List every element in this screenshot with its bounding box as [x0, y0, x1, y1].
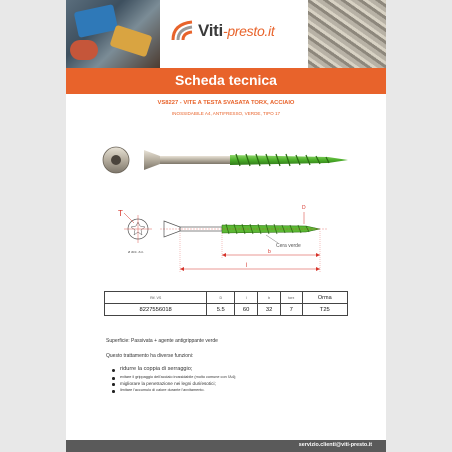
cell-ref: 8227556018 — [105, 304, 207, 316]
label-l: l — [246, 263, 248, 269]
header — [66, 0, 386, 88]
label-cera-verde: Cera verde — [276, 243, 301, 249]
logo-accent: -presto.it — [222, 23, 275, 39]
col-d: D — [207, 292, 235, 304]
label-d: D — [302, 205, 306, 211]
product-title: VS8227 - VITE A TESTA SVASATA TORX, ACCIAIO — [157, 100, 295, 106]
intro-text: Questo trattamento ha diverse funzioni: — [106, 353, 194, 359]
cell-d: 5.5 — [207, 304, 235, 316]
logo[interactable] — [160, 0, 308, 68]
banner-title: Scheda tecnica — [175, 72, 277, 88]
col-orma: Orma — [302, 292, 347, 304]
cell-l: 60 — [235, 304, 258, 316]
list-item: evitare il grippaggio dell'acciaio inossidabile (molto comune con l'A4); — [120, 375, 237, 379]
title-banner — [66, 68, 386, 94]
table-row — [105, 304, 348, 316]
col-ref: Rif. VS — [105, 292, 207, 304]
spec-table — [104, 291, 348, 316]
logo-main: Viti — [198, 21, 223, 40]
list-item: ridurre la coppia di serraggio; — [120, 366, 236, 372]
list-item: limitare l'accumulo di calore durante l'avvitamento. — [120, 388, 236, 392]
table-header-row — [105, 292, 348, 304]
technical-sheet — [66, 0, 386, 452]
col-l: l — [235, 292, 258, 304]
label-t: T — [118, 209, 123, 218]
cell-torx: 7 — [281, 304, 303, 316]
logo-text — [198, 21, 274, 41]
label-head-diameter: ø acc. a.c. — [128, 250, 145, 254]
product-subtitle: INOSSIDABILE A4, ANTIFRESSO, VERDE, TIPO 17 — [171, 111, 281, 116]
logo-arc-icon — [170, 18, 196, 44]
footer — [66, 440, 386, 452]
cell-b: 32 — [258, 304, 281, 316]
label-b: b — [268, 249, 271, 255]
technical-drawing — [116, 195, 346, 285]
customer-service-email[interactable]: servizio.clienti@viti-presto.it — [298, 442, 372, 448]
screw-photo — [100, 142, 352, 178]
surface-text: Superficie: Passivata + agente antigrippante verde — [106, 338, 218, 344]
col-b: b — [258, 292, 281, 304]
cell-orma: T25 — [302, 304, 347, 316]
col-torx: torx — [281, 292, 303, 304]
tools-photo — [66, 0, 160, 68]
benefits-list — [120, 366, 236, 394]
screws-photo — [308, 0, 386, 68]
list-item: migliorare la penetrazione nei legni duri/esotici; — [120, 381, 236, 386]
